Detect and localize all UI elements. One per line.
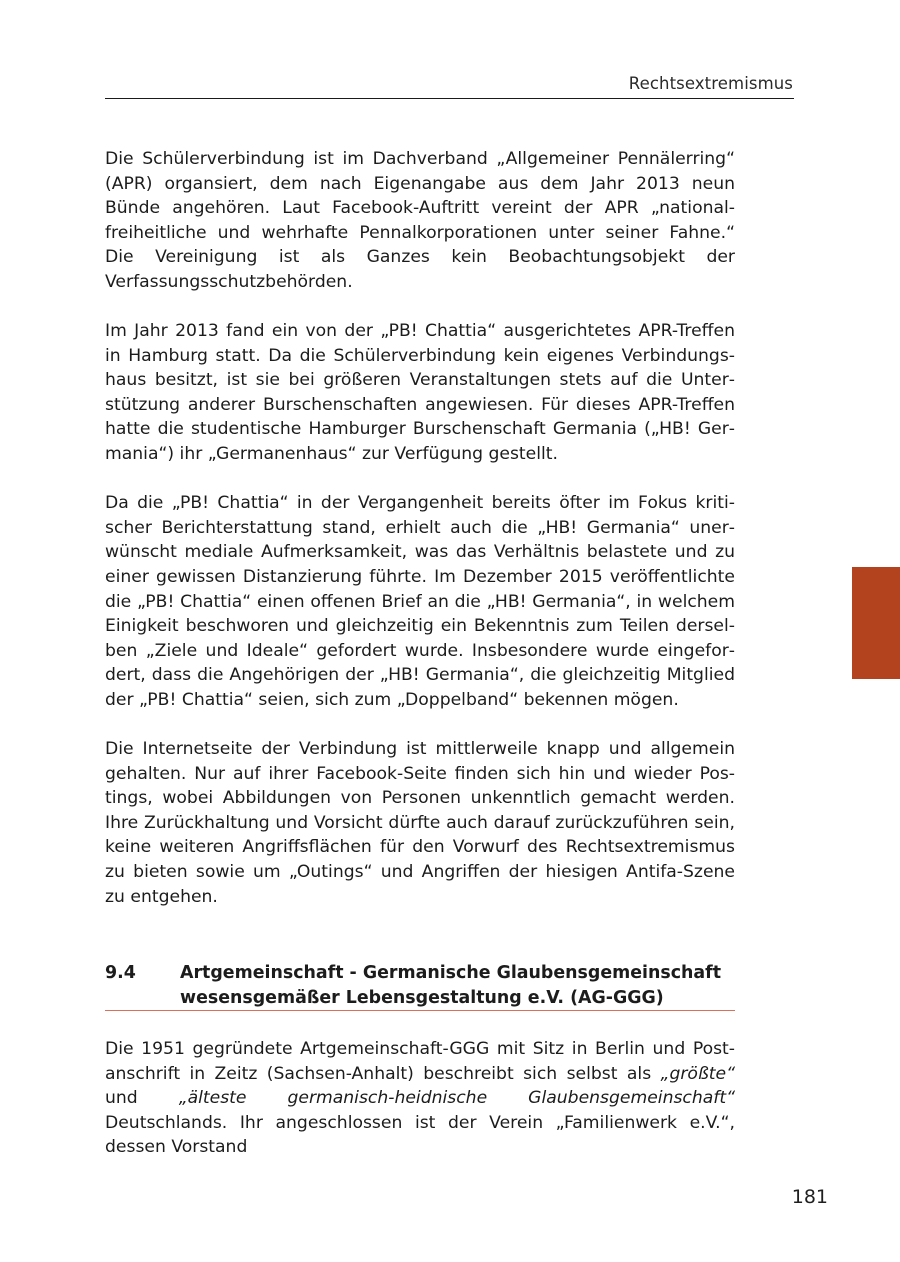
paragraph-artgemeinschaft-part-2: und	[105, 1088, 179, 1109]
body-text	[105, 147, 735, 934]
paragraph-artgemeinschaft	[105, 1037, 735, 1160]
section-title-line-2: wesensgemäßer Lebensgestaltung e.V. (AG-GGG)	[180, 987, 664, 1008]
section-heading-rule	[105, 1010, 735, 1011]
page-number: 181	[791, 1186, 828, 1208]
section-text	[105, 1037, 735, 1184]
section-title-line-1: Artgemeinschaft - Germanische Glaubensgemeinschaft	[180, 963, 722, 983]
paragraph-internetseite: Die Internetseite der Verbindung ist mittlerweile knapp und allgemein gehalten. Nur auf ihrer Facebook-Seite finden sich hin und wieder Postings, wobei Abbildungen von Personen unkenntlich gemacht werden. Ihre Zurückhaltung und Vorsicht dürfte auch darauf zurückzuführen sein, keine weiteren Angriffsflächen für den Vorwurf des Rechtsextremismus zu bieten sowie um „Outings“ und Angriffen der hiesigen Antifa-Szene zu entgehen.	[105, 738, 735, 907]
paragraph-apr-treffen: Im Jahr 2013 fand ein von der „PB! Chattia“ ausgerichtetes APR-Treffen in Hamburg statt. Da die Schülerverbindung kein eigenes Verbindungshaus besitzt, ist sie bei größeren Veranstaltungen stets auf die Unterstützung anderer Burschenschaften angewiesen. Für dieses APR-Treffen hatte die studentische Hamburger Burschenschaft Germania („HB! Germania“) ihr „Germanenhaus“ zur Verfügung gestellt.	[105, 321, 735, 465]
chapter-thumb-tab	[852, 567, 900, 679]
paragraph-chattia-germania: Da die „PB! Chattia“ in der Vergangenheit bereits öfter im Fokus kritischer Berichterstattung stand, erhielt auch die „HB! Germania“ unerwünscht mediale Aufmerksamkeit, was das Verhältnis belastete und zu einer gewissen Distanzierung führte. Im Dezember 2015 veröffentlichte die „PB! Chattia“ einen offenen Brief an die „HB! Germania“, in welchem Einigkeit beschworen und gleichzeitig ein Bekenntnis zum Teilen derselben „Ziele und Ideale“ gefordert wurde. Insbesondere wurde eingefordert, dass die Angehörigen der „HB! Germania“, die gleichzeitig Mitglied der „PB! Chattia“ seien, sich zum „Doppelband“ bekennen mögen.	[105, 493, 735, 710]
header-rule	[105, 98, 794, 99]
section-heading	[105, 961, 735, 1010]
quote-aelteste: „älteste germanisch-heidnische Glaubensgemeinschaft“	[178, 1088, 735, 1109]
section-number: 9.4	[105, 963, 136, 983]
running-head-title: Rechtsextremismus	[628, 74, 793, 93]
quote-groesste: „größte“	[660, 1063, 735, 1084]
paragraph-artgemeinschaft-part-1: Die 1951 gegründete Artgemeinschaft-GGG mit Sitz in Berlin und Postanschrift in Zeitz (Sachsen-Anhalt) beschreibt sich selbst als	[105, 1039, 735, 1084]
paragraph-artgemeinschaft-part-3: Deutschlands. Ihr angeschlossen ist der Verein „Familienwerk e.V.“, dessen Vorstand	[105, 1112, 735, 1158]
paragraph-apr: Die Schülerverbindung ist im Dachverband „Allgemeiner Pennälerring“ (APR) organsiert, dem nach Eigenangabe aus dem Jahr 2013 neun Bünde angehören. Laut Facebook-Auftritt vereint der APR „national-freiheitliche und wehrhafte Pennalkorporationen unter seiner Fahne.“ Die Vereinigung ist als Ganzes kein Beobachtungsobjekt der Verfassungsschutzbehörden.	[105, 149, 735, 292]
